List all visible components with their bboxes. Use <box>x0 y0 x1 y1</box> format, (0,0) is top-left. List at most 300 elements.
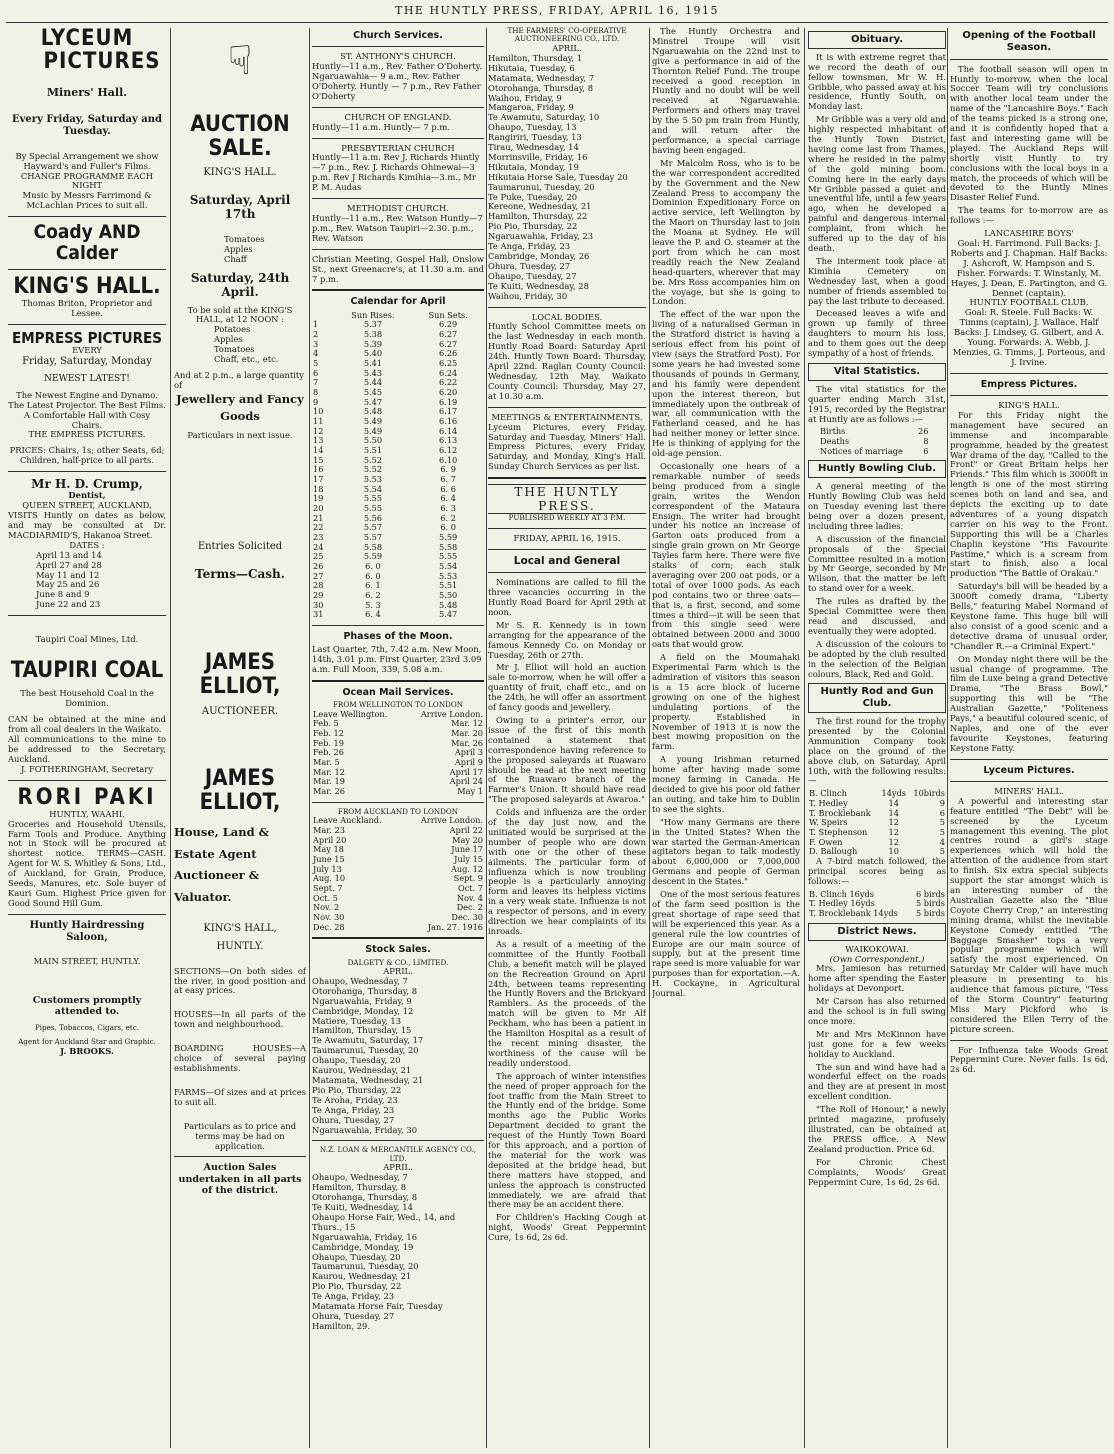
nz-list <box>312 1173 484 1332</box>
meetings: MEETINGS & ENTERTAINMENTS. <box>491 411 643 422</box>
table-row <box>312 388 484 398</box>
table-cell: 6 birds <box>915 888 945 899</box>
table-cell: 5.55 <box>439 551 458 562</box>
lyceum-days: Every Friday, Saturday and Tuesday. <box>12 114 162 137</box>
table-cell: 6.22 <box>439 377 458 388</box>
table-row <box>312 359 484 369</box>
table-cell: Mar. 5 <box>313 757 340 768</box>
list-item: Pio Pio, Thursday, 22 <box>312 1084 402 1095</box>
arrangement: By Special Arrangement we show Hayward's and Fuller's Films. <box>15 150 159 171</box>
dalgety-list <box>312 977 484 1136</box>
taupiri-text: CAN be obtained at the mine and from all coal dealers in the Waikato. <box>8 714 166 734</box>
table-cell: 26 <box>313 561 324 572</box>
column-5 <box>652 27 800 1450</box>
calendar-table <box>312 311 484 621</box>
presbyterian-text: Huntly—11 a.m. Rev J. Richards Huntly—7 p.m., Rev. J. Richards Ohinewai—3 p.m. Rev J Richards Kimihia—3.m., Mr P. M. Audas <box>312 152 480 193</box>
table-cell: 12 <box>888 836 899 847</box>
table-row <box>312 543 484 553</box>
list-item: Ohura, Tuesday, 27 <box>312 1114 395 1125</box>
every: EVERY <box>72 345 102 356</box>
births-label: Births <box>820 426 846 437</box>
paragraph: A general meeting of the Huntly Bowling Club was held on Tuesday evening last there being over a dozen present, including three ladies. <box>808 481 946 531</box>
rori-address: HUNTLY, WAAHI. <box>49 808 125 819</box>
paragraph: "The Roll of Honour," a newly printed magazine, profusely illustrated, can be obtained at the PRESS office. A New Zealand production. Price 6d. <box>808 1104 946 1154</box>
table-cell: 5.47 <box>439 609 458 620</box>
items-list-1 <box>174 235 306 265</box>
list-item: Ohaupo, Tuesday, 27 <box>488 270 577 281</box>
arrive-head: Arrive London. <box>420 708 483 719</box>
table-cell: 5 <box>939 817 945 828</box>
table-cell: 9 <box>313 396 319 407</box>
table-cell: 6.25 <box>439 357 458 368</box>
table-cell: 14 <box>888 798 899 809</box>
table-cell: 5.45 <box>363 387 383 397</box>
table-cell: 5 <box>313 357 319 368</box>
table-cell: 5. 3 <box>365 599 381 610</box>
list-item: Morrinsville, Friday, 16 <box>488 151 588 162</box>
table-cell: 6 <box>939 807 945 818</box>
particulars-2: Particulars as to price and terms may be had on application. <box>183 1120 297 1151</box>
gun-heading: Huntly Rod and Gun Club. <box>808 683 946 713</box>
table-cell: 14 <box>888 807 899 818</box>
table-row <box>312 591 484 601</box>
table-cell: 5 birds <box>915 908 945 919</box>
column-rule <box>804 28 805 1448</box>
table-cell: 5.52 <box>363 454 383 465</box>
paragraph: Mr S. R. Kennedy is in town arranging for the appearance of the famous Kennedy Co. on Monday or Tuesday, 26th or 27th. <box>488 619 646 660</box>
moon-phases-text: Last Quarter, 7th, 7.42 a.m. New Moon, 14th, 3.01 p.m. First Quarter, 23rd 3.09 a.m. Full Moon, 339, 5.08 a.m. <box>312 644 482 675</box>
taupiri-best: The best Household Coal in the Dominion. <box>20 688 154 709</box>
entries: Entries Solicited <box>197 541 283 553</box>
list-item: Taumarunui, Tuesday, 20 <box>488 181 595 192</box>
christian-meeting: Christian Meeting, Gospel Hall, Onslow St., next Greenacre's, at 11.30 a.m. and 7 p.m. <box>312 253 484 284</box>
paragraph: The sun and wind have had a wonderful effect on the roads and they are at present in most excellent condition. <box>808 1061 946 1102</box>
to-be-sold: To be sold at the KING'S HALL, at 12 NOON : <box>187 304 293 325</box>
item: Chaff, etc., etc. <box>214 354 279 365</box>
music: Music by Messrs Farrimond & McLachlan Prices to suit all. <box>22 190 152 211</box>
table-cell: 6.27 <box>439 328 458 339</box>
list-item: Te Awamutu, Saturday, 10 <box>488 112 600 123</box>
paragraph: For Chronic Chest Complaints, Woods' Great Peppermint Cure, 1s 6d, 2s 6d. <box>808 1156 946 1187</box>
dalgety: DALGETY & CO., LIMITED. <box>347 957 449 967</box>
table-cell: 6. 0 <box>365 561 381 572</box>
column-rule <box>947 28 948 1448</box>
lyceum-title: LYCEUM <box>40 27 134 51</box>
table-row <box>312 340 484 350</box>
paragraph: Owing to a printer's error, our issue of the first of this month contained a statement that correspondence having reference to the proposed saleyards at Ruawaro should be read at the next meeting of the Ruawaro branch of the Farmer's Union. It should have read "The proposed saleyards at Awaroa." <box>488 714 646 805</box>
table-row <box>312 533 484 543</box>
table-cell: 6. 0 <box>365 570 381 581</box>
list-item: Ngaruawahia, Friday, 23 <box>488 231 594 242</box>
proprietor: Thomas Briton, Proprietor and Lessee. <box>21 298 153 319</box>
table-cell: 12 <box>888 817 899 828</box>
table-cell: 5.39 <box>363 338 383 349</box>
table-cell: 12 <box>313 425 324 436</box>
paragraph: Mrs. Jamieson has returned home after spending the Easter holidays at Devonport. <box>808 963 946 994</box>
table-cell: 5.51 <box>439 580 458 591</box>
table-cell: Nov. 2 <box>313 902 340 913</box>
pipes: Pipes, Tobaccos, Cigars, etc. <box>34 1022 140 1032</box>
table-cell: Dec. 28 <box>313 921 345 932</box>
list-item: Te Anga, Friday, 23 <box>312 1104 395 1115</box>
paragraph: A discussion of the colours to be adopted by the club resulted in the selection of the Belgian colours, Black, Red and Gold. <box>808 638 946 679</box>
table-cell: April 24 <box>449 776 483 787</box>
table-row <box>808 909 946 919</box>
april-label: APRIL. <box>383 966 413 977</box>
paragraph: The interment took place at Kimihia Cemetery on Wednesday last, when a good number of friends assembled to pay the last tribute to deceased. <box>808 255 946 306</box>
items-list-2 <box>174 325 306 365</box>
list-item: Mangaroa, Friday, 9 <box>488 102 574 113</box>
dates-label: DATES : <box>69 539 105 550</box>
jewellery: Jewellery and Fancy Goods <box>176 391 304 424</box>
paragraph: Nominations are called to fill the three vacancies occurring in the Huntly Road Board for April 29th at noon. <box>488 577 646 617</box>
table-cell: 16 <box>313 464 324 475</box>
paragraph: The rules as drafted by the Special Committee were then read and discussed, and eventually they were adopted. <box>808 596 946 636</box>
vital-heading: Vital Statistics. <box>808 363 946 381</box>
table-cell: April 20 <box>313 834 347 845</box>
table-cell: 5.56 <box>363 512 383 523</box>
table-cell: 5 <box>939 827 945 838</box>
table-cell: F. Owen <box>809 836 843 847</box>
table-cell: July 15 <box>454 853 483 864</box>
saturday-24: Saturday, 24th April. <box>190 271 290 300</box>
table-cell: 6.27 <box>439 338 458 349</box>
table-cell: 3 <box>313 338 319 349</box>
column-rule <box>170 28 171 1448</box>
table-cell: 27 <box>313 570 324 581</box>
table-cell: 5.53 <box>363 474 383 485</box>
paragraph: Mr Carson has also returned and the school is in full swing once more. <box>808 996 946 1026</box>
paragraph: For Influenza take Woods Great Peppermint Cure. Never fails. 1s 6d, 2s 6d. <box>950 1044 1108 1075</box>
paragraph: Saturday's bill will be headed by a 3000ft comedy drama, "Liberty Bells," featuring Mabel Normand of Keystone fame. This huge bill will also consist of a good scenic and a detective drama of unusual order, "Chandler R.—a Criminal Expert." <box>950 581 1108 651</box>
table-cell: 13 <box>313 435 324 446</box>
leave-head: Leave Auckland. <box>313 815 382 826</box>
table-cell: 5.55 <box>363 493 383 504</box>
table-cell: 5.57 <box>363 532 383 543</box>
list-item: Ohura, Tuesday, 27 <box>312 1310 395 1321</box>
table-cell: 6.24 <box>439 367 458 378</box>
table-row <box>312 378 484 388</box>
paragraph: A field on the Moumahaki Experimental Farm which is the admiration of visitors this season is a 15 acre block of lucerne growing on one of the highest undulating portions of the property. Established in November of 1913 it is now the best mowing proposition on the farm. <box>652 652 800 752</box>
cal-head: Sun Sets. <box>428 309 468 320</box>
column-6 <box>808 27 946 1450</box>
table-cell: April 3 <box>454 747 483 758</box>
table-row <box>312 485 484 495</box>
table-cell: Nov. 4 <box>456 892 483 903</box>
change-programme: CHANGE PROGRAMME EACH NIGHT <box>20 170 154 191</box>
list-item: Cambridge, Monday, 19 <box>312 1241 414 1252</box>
taupiri-company: Taupiri Coal Mines, Ltd. <box>35 634 139 645</box>
table-cell: Oct. 7 <box>457 882 483 893</box>
kings-hall: KING'S HALL. <box>998 399 1060 410</box>
auction-sale: AUCTION SALE. <box>190 112 290 162</box>
local-bodies-text: Huntly School Committee meets on the last Wednesday in each month. Huntly Road Board: Saturday April 24th. Huntly Town Board: Thursday, April 22nd. Raglan County Council: Wednesday, 12th May. Waikato County Council: Thursday, May 27, at 10.30 a.m. <box>488 321 646 401</box>
table-cell: 6. 9 <box>440 464 456 475</box>
list-item: Te Kuiti, Wednesday, 14 <box>312 1202 413 1213</box>
table-cell: 5.37 <box>363 319 383 330</box>
table-cell: 5.50 <box>439 590 458 601</box>
table-cell: Aug. 12 <box>450 863 483 874</box>
coady-calder: Coady AND Calder <box>33 221 141 265</box>
masthead: THE HUNTLY PRESS, FRIDAY, APRIL 16, 1915 <box>394 4 719 17</box>
huntly-fc: HUNTLY FOOTBALL CLUB. <box>969 297 1089 308</box>
paragraph: The vital statistics for the quarter ending March 31st, 1915, recorded by the Registrar at Huntly are as follows :— <box>808 383 946 424</box>
table-cell: Sept. 9 <box>453 873 483 884</box>
house-land-estate: House, Land & Estate Agent Auctioneer & Valuator. <box>174 824 270 905</box>
table-cell: July 13 <box>313 863 342 874</box>
list-item: Hamilton, Thursday, 1 <box>488 52 583 63</box>
list-item: Waihou, Friday, 30 <box>488 290 568 301</box>
paragraph: Colds and influenza are the order of the day just now, and the unitiated would be surprised at the number of people who are down with one or the other of these ailments. The particular form of influenza which is now troubling people is a particularly annoying form and leaves its helpless victims in a very weak state. Influenza is not a respector of persons, and in every direction we hear complaints of its inroads. <box>488 807 646 937</box>
item: Tomatoes <box>224 234 265 245</box>
arrive-head: Arrive London. <box>420 815 483 826</box>
miners-hall: Miners' Hall. <box>46 86 128 100</box>
list-item: Te Kuiti, Wednesday, 28 <box>488 280 589 291</box>
table-cell: T. Hedley 16yds <box>809 898 875 909</box>
list-item: Taumarunui, Tuesday, 20 <box>312 1261 419 1272</box>
paragraph: On Monday night there will be the usual change of programme. The film de Luxe being a grand Detective Drama, "The Brass Bowl," supporting this will be "The Australian Gazette," "Politeness Pays," a beautiful coloured scenic, of Naples, and one of the ever favourite Keystones, featuring Keystone Fatty. <box>950 653 1108 753</box>
table-row <box>312 523 484 533</box>
list-item: Rangiriri, Tuesday, 13 <box>488 132 582 143</box>
table-cell: 18 <box>313 483 324 494</box>
table-cell: 6.29 <box>439 319 458 330</box>
auctioneer: AUCTIONEER. <box>201 705 279 717</box>
table-row <box>312 407 484 417</box>
list-item: Kereone, Wednesday, 21 <box>488 201 592 212</box>
table-row <box>312 349 484 359</box>
column-1 <box>8 27 166 1450</box>
table-cell: Sept. 7 <box>313 882 343 893</box>
lancashire-team: Goal: H. Farrimond. Full Backs: J. Roberts and J. Chapman. Half Backs: J. Ashcroft, W. Hampson and S. Fisher. Forwards: T. Winstanly, M. Hayes, J. Dean, E. Partington, and G. Dennet (captain). <box>950 238 1108 298</box>
kings-hall: KING'S HALL. <box>203 167 277 179</box>
dates-list <box>8 551 166 610</box>
james-elliot-2: JAMES ELLIOT, <box>199 766 281 816</box>
paragraph: It is with extreme regret that we record the death of our fellow townsman, Mr W. H. Gribble, who passed away at his residence, Huntly South, on Monday last. <box>808 51 946 112</box>
column-3 <box>312 27 484 1450</box>
crump-name: Mr H. D. Crump, <box>31 477 143 492</box>
date-item: April 13 and 14 <box>36 549 102 560</box>
table-cell: T. Hedley <box>809 798 848 809</box>
table-cell: Mar. 12 <box>313 766 345 777</box>
list-item: Ngaruawahia, Friday, 9 <box>312 995 412 1006</box>
table-cell: T. Brocklebank <box>809 807 871 818</box>
lancashire: LANCASHIRE BOYS' <box>984 228 1074 239</box>
vital-table <box>819 427 929 456</box>
table-cell: 5.44 <box>363 377 383 388</box>
huntly: HUNTLY. <box>216 940 264 952</box>
table-row <box>312 494 484 504</box>
table-row <box>312 504 484 514</box>
local-bodies: LOCAL BODIES. <box>531 311 603 322</box>
list-item: Otorohanga, Thursday, 8 <box>312 985 418 996</box>
table-cell: Jan. 27. 1916 <box>427 921 483 932</box>
table-cell: B. Clinch 16yds <box>809 888 874 899</box>
table-cell: 5.40 <box>363 348 383 359</box>
taupiri-comm: All communications to the mine to be addressed to the Secretary, Auckland. <box>8 733 166 764</box>
table-row <box>312 572 484 582</box>
list-item: Ohaupo, Wednesday, 7 <box>312 1172 408 1183</box>
gun-table-2 <box>808 890 946 919</box>
table-cell: 5.49 <box>363 425 383 436</box>
table-cell: 6 <box>313 367 319 378</box>
list-item: Matamata Horse Fair, Tuesday <box>312 1301 443 1312</box>
list-item: Kaurou, Wednesday, 21 <box>312 1271 412 1282</box>
methodist-text: Huntly—11 a.m., Rev. Watson Huntly—7 p.m., Rev. Watson Taupiri—2.30. p.m., Rev. Watson <box>312 212 483 243</box>
table-cell: 9 <box>939 798 945 809</box>
farmers-list <box>488 54 646 302</box>
table-cell: 5.58 <box>439 541 458 552</box>
births-value: 26 <box>918 426 929 437</box>
table-cell: Feb. 26 <box>313 747 344 758</box>
list-item: Matamata, Wednesday, 7 <box>488 72 595 83</box>
table-cell: Feb. 5 <box>313 718 339 729</box>
table-row <box>312 456 484 466</box>
sections: SECTIONS—On both sides of the river, in good position and at easy prices. <box>174 965 306 996</box>
list-item: Ohaupo, Tuesday, 13 <box>488 122 577 133</box>
prices: PRICES: Chairs, 1s; other Seats, 6d; Children, half-price to all parts. <box>9 445 165 466</box>
particulars: Particulars in next issue. <box>187 430 293 441</box>
column-rule <box>649 28 650 1448</box>
list-item: Taumarunui, Tuesday, 20 <box>312 1045 419 1056</box>
table-cell: Mar. 19 <box>313 776 345 787</box>
table-cell: 25 <box>313 551 324 562</box>
paragraph: Mr Malcolm Ross, who is to be the war correspondent accredited by the Government and the New Zealand Press to accompany the Dominion Expeditionary Force on active service, left Wellington by the Maori on Thursday last to join the Moana at Sydney. He will leave the P. and O. steamer at the port from which he can most readily reach the New Zealand head-quarters, wherever that may be. Mrs Ross accompanies him on the voyage, but she is going to London. <box>652 157 800 307</box>
table-cell: 5.49 <box>363 416 383 427</box>
paragraph: A discussion of the financial proposals of the Special Committee resulted in a motion by Mr George, seconded by Mr Wilson, that the matter be left to stand over for a week. <box>808 533 946 594</box>
table-cell: 5.52 <box>363 464 383 475</box>
list-item: Kaurou, Wednesday, 21 <box>312 1065 412 1076</box>
table-cell: 6.20 <box>439 387 458 397</box>
table-cell: 14 <box>313 445 324 456</box>
st-anthony-text: Huntly—11 a.m., Rev. Father O'Doherty. Ngaruawahia— 9 a.m., Rev. Father O'Doherty. Huntly — 7 p.m., Rev Father O'Doherty <box>312 61 483 101</box>
table-cell: Mar. 20 <box>451 728 483 739</box>
saturday-17: Saturday, April 17th <box>189 193 291 222</box>
boarding: BOARDING HOUSES—A choice of several paying establishments. <box>174 1043 306 1073</box>
pictures-title: PICTURES <box>43 49 161 75</box>
wellington-london: FROM WELLINGTON TO LONDON <box>332 700 464 710</box>
list-item: Matamata, Wednesday, 21 <box>312 1074 424 1085</box>
meetings-text: Lyceum Pictures, every Friday, Saturday and Tuesday, Miners' Hall. Empress Pictures, every Friday, Saturday, and Monday, King's Hall. Sunday Church Services as per list. <box>488 421 646 472</box>
table-cell: 2 <box>313 328 319 339</box>
fotheringham: J. FOTHERINGHAM, Secretary <box>20 763 154 774</box>
list-item: Hikutaia Horse Sale, Tuesday 20 <box>488 171 628 182</box>
table-cell: T. Brocklebank 14yds <box>809 908 898 919</box>
church-services: Church Services. <box>353 30 443 41</box>
table-cell: 10 <box>313 406 324 417</box>
terms: Terms—Cash. <box>195 566 285 581</box>
empress-heading: Empress Pictures. <box>980 378 1078 390</box>
table-cell: Dec. 30 <box>451 911 483 922</box>
table-cell: 24 <box>313 541 324 552</box>
stock-sales: Stock Sales. <box>365 944 431 956</box>
table-row <box>312 475 484 485</box>
table-cell: 6. 7 <box>440 474 456 485</box>
gun-table <box>808 789 946 857</box>
table-cell: 6.12 <box>439 445 458 456</box>
table-cell: 11 <box>313 416 324 427</box>
table-cell: 5 <box>939 846 945 857</box>
list-item: Cambridge, Monday, 12 <box>312 1005 414 1016</box>
table-cell: T. Stephenson <box>809 827 868 838</box>
table-cell: 5.53 <box>439 570 458 581</box>
table-cell: 6.10 <box>439 454 458 465</box>
table-cell: 31 <box>313 609 324 620</box>
bowling-heading: Huntly Bowling Club. <box>808 460 946 478</box>
moon-phases: Phases of the Moon. <box>343 631 453 643</box>
table-cell: 22 <box>313 522 324 533</box>
table-cell: 6. 0 <box>440 522 456 533</box>
table-cell: Mar. 26 <box>313 786 345 797</box>
april-label: APRIL. <box>552 42 582 53</box>
column-4 <box>488 27 646 1450</box>
table-row <box>312 398 484 408</box>
table-cell: 6. 4 <box>365 609 381 620</box>
own-correspondent: (Own Correspondent.) <box>829 953 925 964</box>
table-cell: 5.41 <box>363 357 383 368</box>
list-item: Ohaupo, Tuesday, 20 <box>312 1055 401 1066</box>
date-item: June 22 and 23 <box>36 599 101 610</box>
crump-address: QUEEN STREET, AUCKLAND, <box>22 500 152 511</box>
list-item: Otorohanga, Thursday, 8 <box>488 82 594 93</box>
list-item: Ngaruawahia, Friday, 30 <box>312 1124 418 1135</box>
list-item: Ohura, Tuesday, 27 <box>488 260 571 271</box>
table-cell: 5.59 <box>439 532 458 543</box>
table-cell: 5.47 <box>363 396 383 407</box>
table-row <box>312 581 484 591</box>
table-cell: 6.16 <box>439 416 458 427</box>
paragraph: Mr Gribble was a very old and highly respected inhabitant of the Huntly Town District, having come last from Thames, where he resided in the palmy of the gold mining boom. Coming here in the early days Mr Gribble passed a quiet and uneventful life, until a few years ago, when he developed a painful and dangerous internal complaint, from which he suffered up to the day of his death. <box>808 114 946 254</box>
table-cell: 23 <box>313 532 324 543</box>
paragraph: The teams for to-morrow are as follows :— <box>950 205 1108 226</box>
table-cell: April 17 <box>449 766 483 777</box>
paragraph: Mr and Mrs McKinnon have just gone for a few weeks holiday to Auckland. <box>808 1028 946 1059</box>
farms: FARMS—Of sizes and at prices to suit all. <box>174 1086 306 1107</box>
list-item: Te Awamutu, Saturday, 17 <box>312 1035 424 1046</box>
paragraph: As a result of a meeting of the committee of the Huntly Football Club, a benefit match will be played on the Recreation Ground on April 24th, between teams representing the Huntly Rovers and the Brickyard Ramblers. As the proceeds of the match will be given to Mr Alf Peckham, who has been a patient in the Hamilton Hospital as a result of the recent mining disaster, the worthiness of the cause will be readily understood. <box>488 938 646 1068</box>
table-row <box>312 562 484 572</box>
table-row <box>312 514 484 524</box>
table-cell: 28 <box>313 580 324 591</box>
local-general: Local and General <box>513 554 621 567</box>
list-item: Tirau, Wednesday, 14 <box>488 142 579 153</box>
table-row <box>312 610 484 620</box>
table-cell: 5.51 <box>363 445 383 456</box>
table-row <box>312 417 484 427</box>
item: Apples <box>214 334 243 345</box>
item: Apples <box>224 244 253 255</box>
empress-days: Friday, Saturday, Monday <box>22 356 152 368</box>
table-cell: 15 <box>313 454 324 465</box>
date-item: May 11 and 12 <box>36 569 100 580</box>
table-cell: Dec. 2 <box>456 902 483 913</box>
kings-hall-2: KING'S HALL, <box>203 923 277 935</box>
list-item: Ohaupo, Wednesday, 7 <box>312 975 408 986</box>
auction-undertaken: Auction Sales undertaken in all parts of the district. <box>178 1162 302 1196</box>
table-cell: 8 <box>313 387 319 397</box>
obituary-heading: Obituary. <box>808 31 946 49</box>
table-cell: May 18 <box>313 844 344 855</box>
date-item: May 25 and 26 <box>36 579 100 590</box>
column-7 <box>950 27 1108 1450</box>
table-cell: 5.48 <box>363 406 383 417</box>
paragraph: Deceased leaves a wife and grown up family of three daughters to mourn his loss, and to them goes out the deep sympathy of a host of friends. <box>808 308 946 359</box>
methodist: METHODIST CHURCH. <box>347 203 449 214</box>
paragraph: One of the most serious features of the farm seed position is the great shortage of rape seed that will be experienced this year. As a general rule the low countries of Europe are our main source of supply, but at the present time rape seed is more valuable for war purposes than for exportation.—A. H. Cockayne, in Agricultural Journal. <box>652 889 800 999</box>
table-cell: 5.50 <box>363 435 383 446</box>
table-cell: 5.54 <box>363 483 383 494</box>
auckland-table <box>312 816 484 932</box>
list-item: Ohaupo Horse Fair, Wed., 14, and Thurs., 15 <box>312 1211 456 1232</box>
